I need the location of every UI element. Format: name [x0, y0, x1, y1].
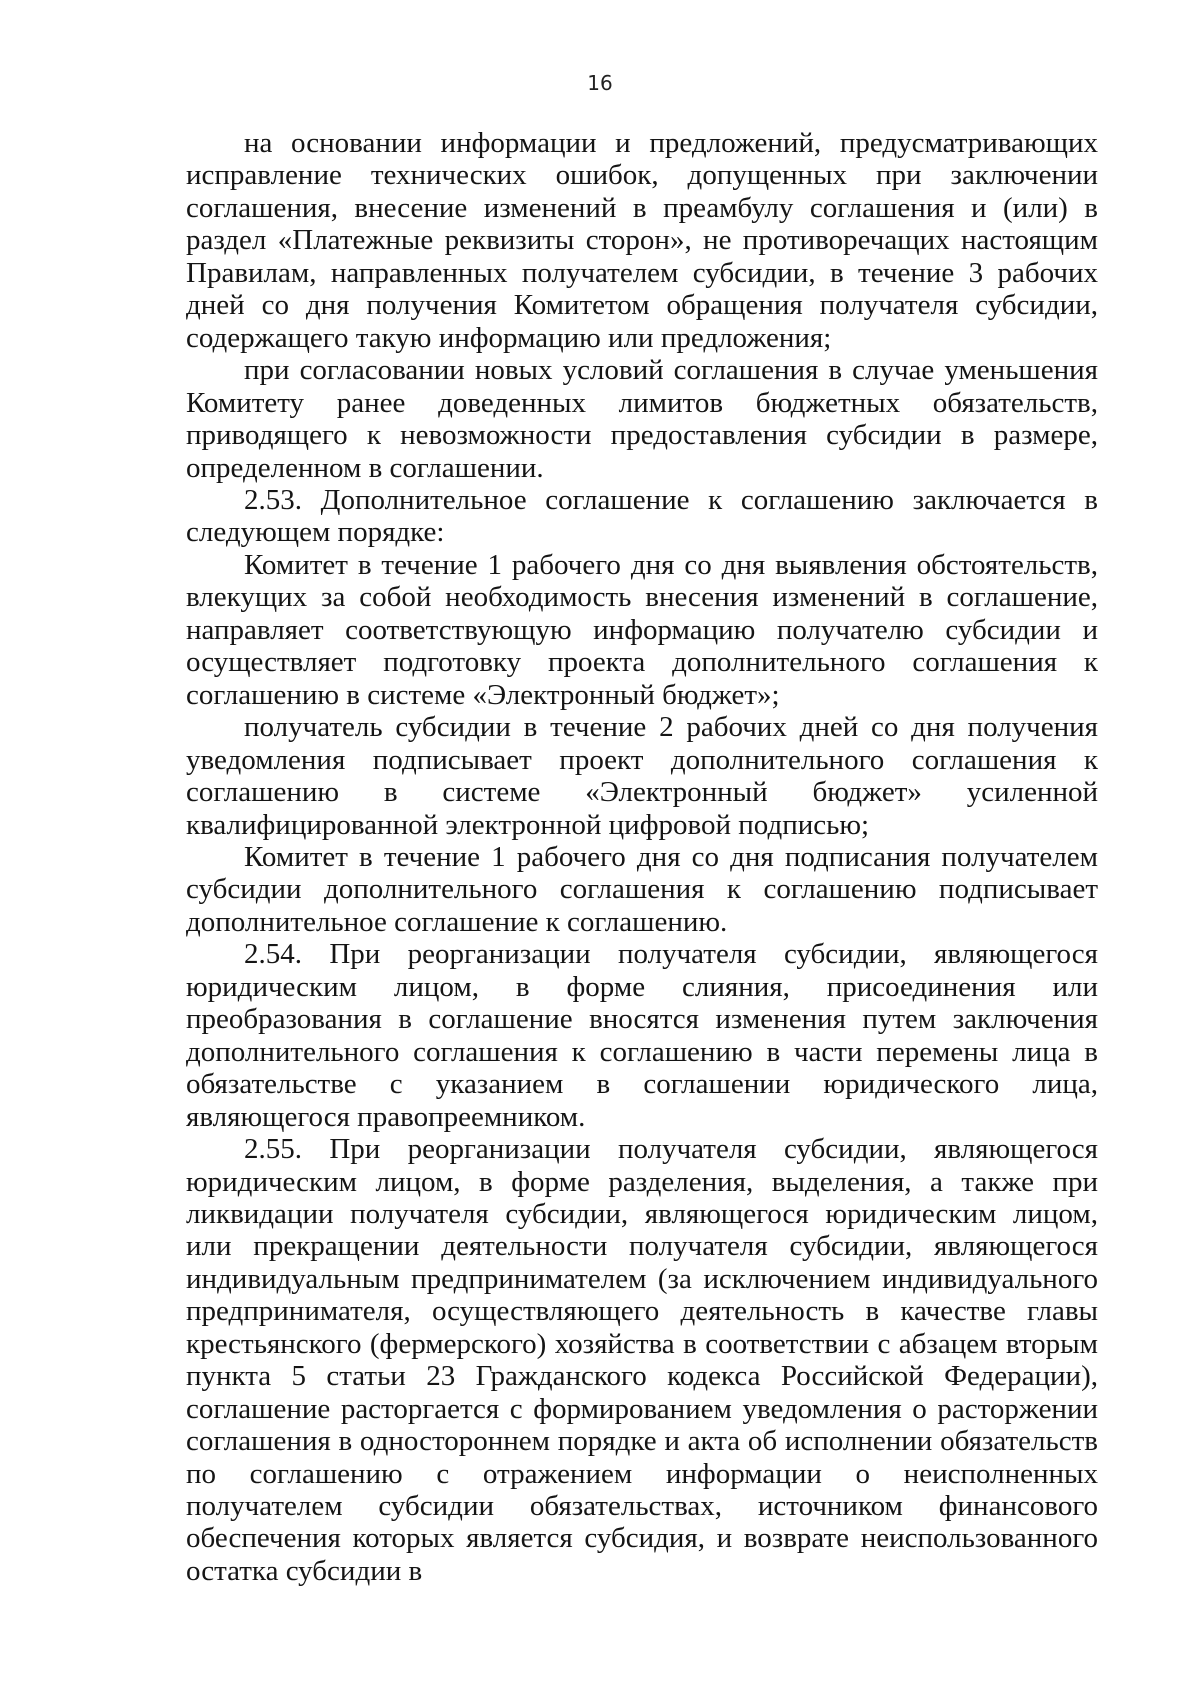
- paragraph-recipient-signs: получатель субсидии в течение 2 рабочих дней со дня получения уведомления подписывает проект дополнительного соглашения к соглашению в системе «Электронный бюджет» усиленной квалифицированной электронной цифровой подписью;: [186, 711, 1098, 841]
- paragraph-clause-2-54: 2.54. При реорганизации получателя субсидии, являющегося юридическим лицом, в форме слияния, присоединения или преобразования в соглашение вносятся изменения путем заключения дополнительного соглашения к соглашению в части перемены лица в обязательстве с указанием в соглашении юридического лица, являющегося правопреемником.: [186, 938, 1098, 1133]
- paragraph-new-conditions: при согласовании новых условий соглашения в случае уменьшения Комитету ранее доведенных лимитов бюджетных обязательств, приводящего к невозможности предоставления субсидии в размере, определенном в соглашении.: [186, 354, 1098, 484]
- paragraph-clause-2-55: 2.55. При реорганизации получателя субсидии, являющегося юридическим лицом, в форме разделения, выделения, а также при ликвидации получателя субсидии, являющегося юридическим лицом, или прекращении деятельности получателя субсидии, являющегося индивидуальным предпринимателем (за исключением индивидуального предпринимателя, осуществляющего деятельность в качестве главы крестьянского (фермерского) хозяйства в соответствии с абзацем вторым пункта 5 статьи 23 Гражданского кодекса Российской Федерации), соглашение расторгается с формированием уведомления о расторжении соглашения в одностороннем порядке и акта об исполнении обязательств по соглашению с отражением информации о неисполненных получателем субсидии обязательствах, источником финансового обеспечения которых является субсидия, и возврате неиспользованного остатка субсидии в: [186, 1133, 1098, 1587]
- document-body: [186, 127, 1098, 1587]
- paragraph-committee-notice: Комитет в течение 1 рабочего дня со дня выявления обстоятельств, влекущих за собой необходимость внесения изменений в соглашение, направляет соответствующую информацию получателю субсидии и осуществляет подготовку проекта дополнительного соглашения к соглашению в системе «Электронный бюджет»;: [186, 548, 1098, 711]
- paragraph-clause-2-53: 2.53. Дополнительное соглашение к соглашению заключается в следующем порядке:: [186, 483, 1098, 549]
- paragraph-basis-information: на основании информации и предложений, предусматривающих исправление технических ошибок, допущенных при заключении соглашения, внесение изменений в преамбулу соглашения и (или) в раздел «Платежные реквизиты сторон», не противоречащих настоящим Правилам, направленных получателем субсидии, в течение 3 рабочих дней со дня получения Комитетом обращения получателя субсидии, содержащего такую информацию или предложения;: [186, 127, 1098, 354]
- page-number: 16: [587, 71, 613, 95]
- paragraph-committee-signs: Комитет в течение 1 рабочего дня со дня подписания получателем субсидии дополнительного соглашения к соглашению подписывает дополнительное соглашение к соглашению.: [186, 840, 1098, 938]
